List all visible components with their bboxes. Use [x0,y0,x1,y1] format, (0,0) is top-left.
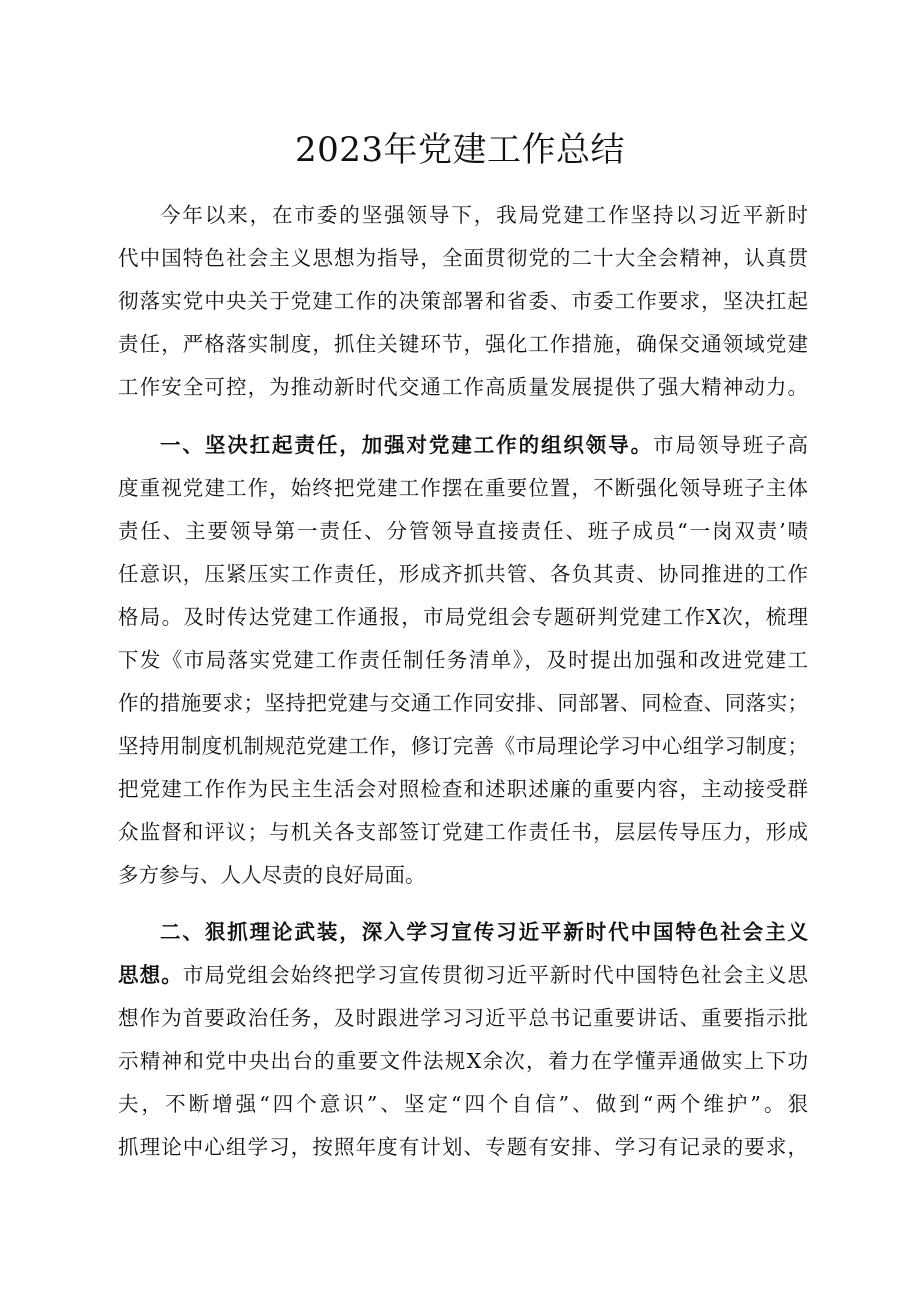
text-line: 多方参与、人人尽责的良好局面。 [118,863,426,887]
text-line: 作的措施要求；坚持把党建与交通工作同安排、同部署、同检查、同落实； [118,691,808,715]
text-line: 代中国特色社会主义思想为指导，全面贯彻党的二十大全会精神，认真贯 [118,246,808,270]
text-line: 抓理论中心组学习，按照年度有计划、专题有安排、学习有记录的要求， [118,1135,808,1159]
section-heading: 二、狠抓理论武装，深入学习宣传习近平新时代中国特色社会主义 [160,920,808,944]
section-heading: 一、坚决扛起责任，加强对党建工作的组织领导。 [160,433,654,457]
text-line: 夫，不断增强“四个意识”、坚定“四个自信”、做到“两个维护”。狠 [118,1092,808,1116]
text-line: 责任，严格落实制度，抓住关键环节，强化工作措施，确保交通领域党建 [118,332,808,356]
text-line: 彻落实党中央关于党建工作的决策部署和省委、市委工作要求，坚决扛起 [118,289,808,313]
text-line: 格局。及时传达党建工作通报，市局党组会专题研判党建工作X次，梳理 [118,605,808,629]
text-line [160,430,808,460]
text-line: 示精神和党中央出台的重要文件法规X余次，着力在学懂弄通做实上下功 [118,1049,808,1073]
section-heading-end: 思想。 [118,963,183,987]
text-line: 下发《市局落实党建工作责任制任务清单》，及时提出加强和改进党建工 [118,648,808,672]
text-line: 度重视党建工作，始终把党建工作摆在重要位置，不断强化领导班子主体 [118,476,808,500]
section-body-start: 市局党组会始终把学习宣传贯彻习近平新时代中国特色社会主义思 [182,963,809,987]
text-line: 工作安全可控，为推动新时代交通工作高质量发展提供了强大精神动力。 [118,375,808,399]
text-line: 把党建工作作为民主生活会对照检查和述职述廉的重要内容，主动接受群 [118,777,808,801]
text-line: 坚持用制度机制规范党建工作，修订完善《市局理论学习中心组学习制度； [118,734,808,758]
text-line: 今年以来，在市委的坚强领导下，我局党建工作坚持以习近平新时 [160,203,808,227]
text-line [118,960,808,990]
text-line: 任意识，压紧压实工作责任，形成齐抓共管、各负其责、协同推进的工作 [118,562,808,586]
text-line: 众监督和评议；与机关各支部签订党建工作责任书，层层传导压力，形成 [118,820,808,844]
document-title: 2023年党建工作总结 [294,130,626,170]
text-line: 责任、主要领导第一责任、分管领导直接责任、班子成员“一岗双责’啧 [118,519,808,543]
section-body-start: 市局领导班子高 [653,433,809,457]
text-line: 想作为首要政治任务，及时跟进学习习近平总书记重要讲话、重要指示批 [118,1006,808,1030]
